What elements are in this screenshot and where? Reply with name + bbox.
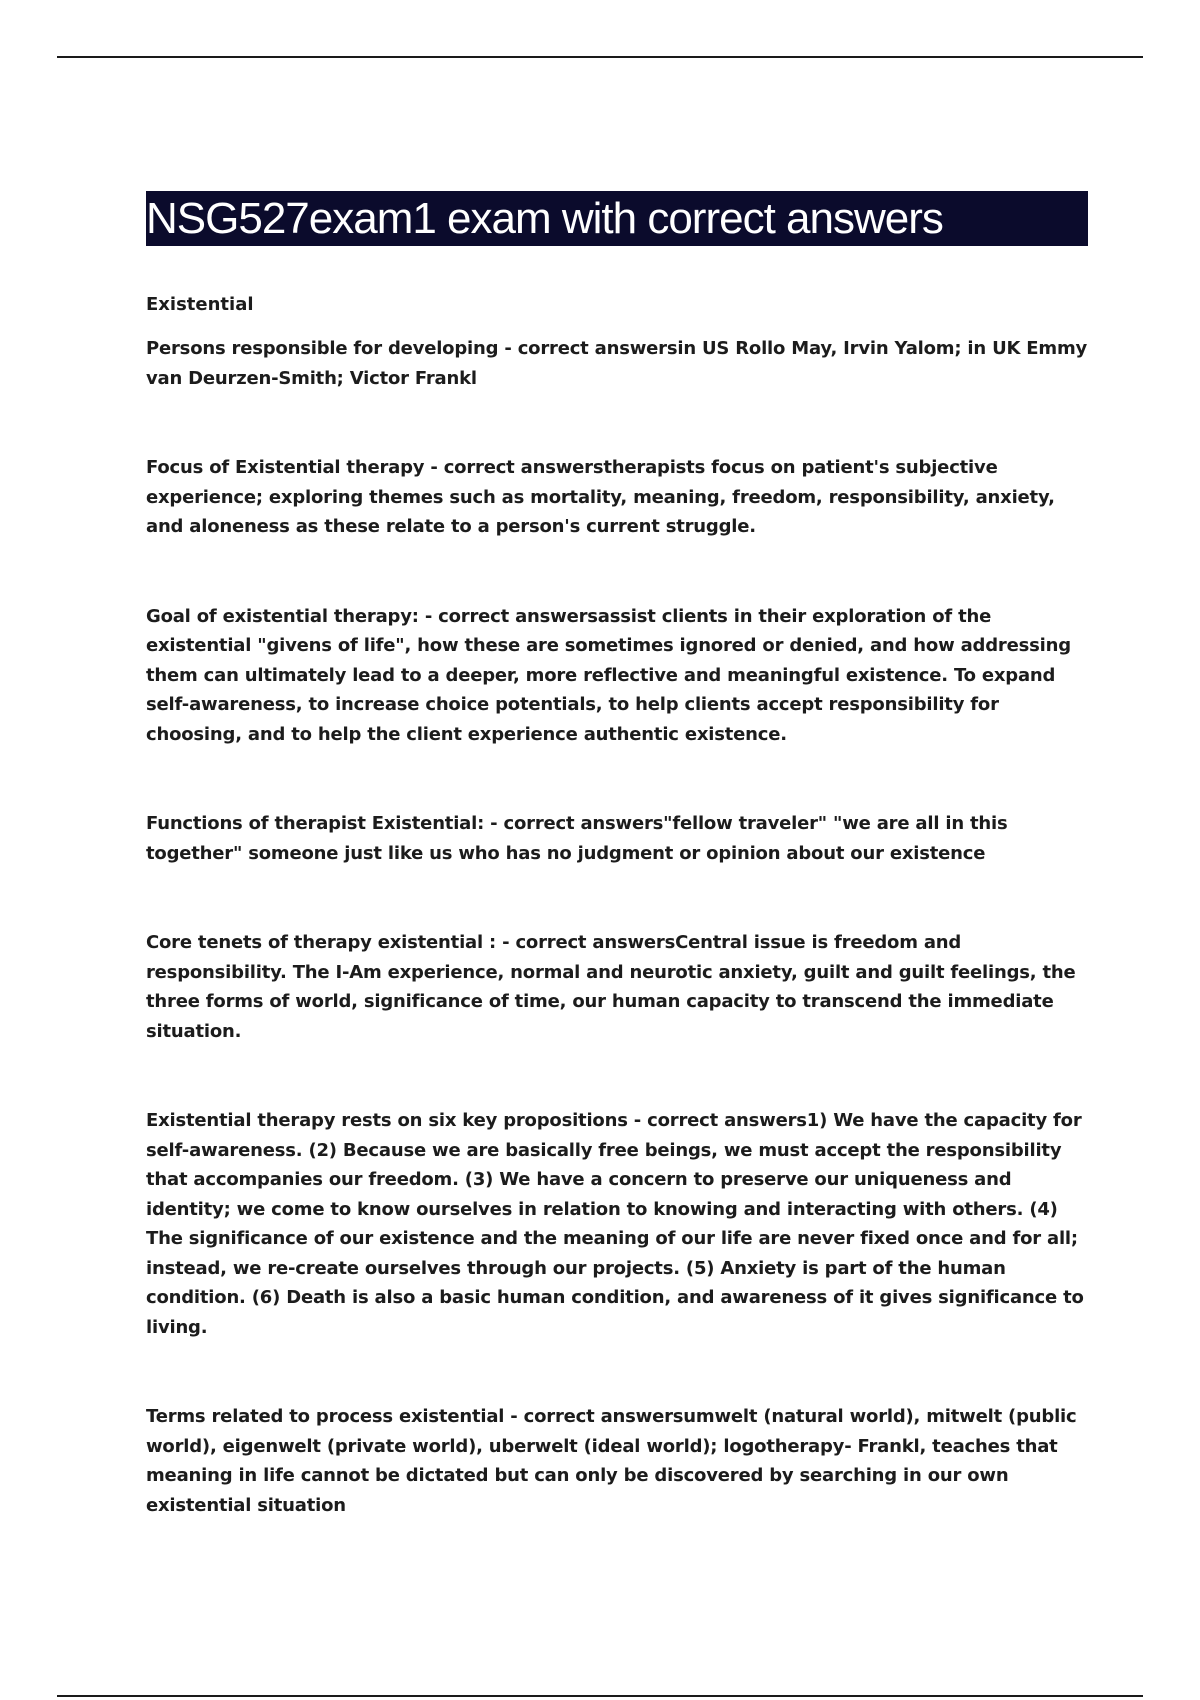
document-title: NSG527exam1 exam with correct answers [146, 191, 1088, 246]
qa-question: Persons responsible for developing [146, 338, 499, 359]
qa-separator: - correct answers [484, 813, 664, 834]
qa-answer: in US Rollo May, Irvin Yalom; in UK Emmy van Deurzen-Smith; Victor Frankl [146, 338, 1088, 389]
qa-separator: - correct answers [498, 338, 678, 359]
qa-entry [146, 809, 1096, 868]
qa-separator: - correct answers [496, 932, 676, 953]
bottom-rule [57, 1695, 1143, 1697]
qa-question: Terms related to process existential [146, 1406, 505, 1427]
qa-separator: - correct answers [627, 1110, 807, 1131]
qa-entry [146, 1106, 1096, 1342]
qa-separator: - correct answers [418, 605, 598, 627]
qa-answer: 1) We have the capacity for self-awareness. (2) Because we are basically free beings, we must accept the responsibility that accompanies our freedom. (3) We have a concern to preserve our uniqueness and identity; we come to know ourselves in relation to knowing and interacting with others. (4) The significance of our existence and the meaning of our life are never fixed once and for all; instead, we re-create ourselves through our projects. (5) Anxiety is part of the human condition. (6) Death is also a basic human condition, and awareness of it gives significance to living. [146, 1110, 1084, 1338]
document-body [146, 290, 1096, 1580]
qa-answer: assist clients in their exploration of the existential "givens of life", how these are sometimes ignored or denied, and how addressing them can ultimately lead to a deeper, more reflective and meaningful existence. To expand self-awareness, to increase choice potentials, to help clients accept responsibility for choosing, and to help the client experience authentic existence. [146, 605, 1071, 745]
qa-entry [146, 602, 1096, 750]
qa-question: Core tenets of therapy existential : [146, 932, 497, 953]
qa-question: Focus of Existential therapy [146, 457, 425, 478]
qa-question: Goal of existential therapy: [146, 605, 419, 627]
qa-entry [146, 453, 1096, 542]
section-heading: Existential [146, 294, 254, 315]
qa-answer: therapists focus on patient's subjective experience; exploring themes such as mortality, meaning, freedom, responsibility, anxiety, and aloneness as these relate to a person's current struggle. [146, 457, 1055, 537]
qa-answer: "fellow traveler" "we are all in this together" someone just like us who has no judgment or opinion about our existence [146, 813, 1008, 864]
qa-separator: - correct answers [504, 1406, 684, 1427]
qa-answer: Central issue is freedom and responsibility. The I-Am experience, normal and neurotic anxiety, guilt and guilt feelings, the three forms of world, significance of time, our human capacity to transcend the immediate situation. [146, 932, 1076, 1042]
qa-entry [146, 1402, 1096, 1520]
qa-question: Existential therapy rests on six key propositions [146, 1110, 628, 1131]
qa-question: Functions of therapist Existential: [146, 813, 485, 834]
qa-entry [146, 334, 1096, 393]
qa-entry [146, 928, 1096, 1046]
qa-answer: umwelt (natural world), mitwelt (public world), eigenwelt (private world), uberwelt (ideal world); logotherapy- Frankl, teaches that meaning in life cannot be dictated but can only be discovered by searching in our own existential situation [146, 1406, 1077, 1516]
top-rule [57, 56, 1143, 58]
qa-separator: - correct answers [424, 457, 604, 478]
